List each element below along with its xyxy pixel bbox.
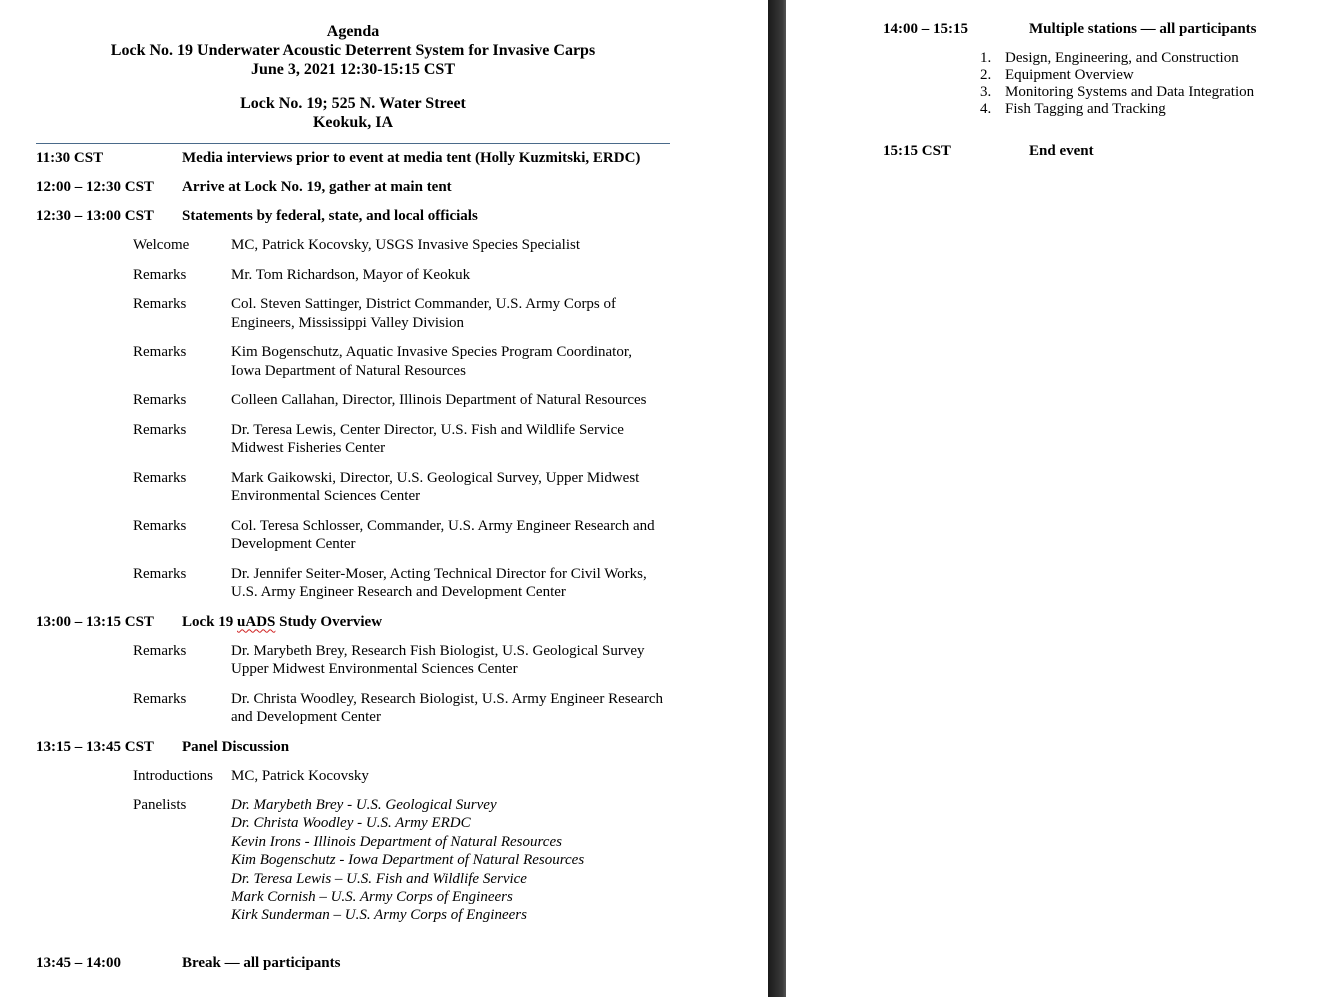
description-line: Development Center: [231, 536, 356, 552]
agenda-item: [36, 236, 686, 266]
description-line: Colleen Callahan, Director, Illinois Department of Natural Resources: [231, 392, 647, 408]
session-time: 13:15 – 13:45 CST: [36, 738, 154, 755]
description-line: Dr. Jennifer Seiter-Moser, Acting Technical Director for Civil Works,: [231, 565, 647, 582]
agenda-session: [883, 21, 1303, 41]
session-time: 13:45 – 14:00: [36, 955, 121, 971]
item-description: [231, 266, 671, 285]
agenda-session: [36, 954, 686, 983]
session-time: 11:30 CST: [36, 150, 104, 166]
item-description: [231, 295, 671, 332]
list-number: 4.: [980, 101, 992, 117]
agenda-item: [36, 469, 686, 517]
session-title: Break — all participants: [182, 955, 341, 971]
description-line: Dr. Marybeth Brey, Research Fish Biologist, U.S. Geological Survey: [231, 642, 645, 659]
event-address: Lock No. 19; 525 N. Water Street: [240, 95, 466, 112]
spellcheck-flagged-word[interactable]: uADS: [237, 613, 276, 630]
session-title: End event: [1029, 143, 1094, 159]
description-line: U.S. Army Engineer Research and Development Center: [231, 584, 566, 600]
agenda-session: [36, 738, 686, 767]
event-title: Lock No. 19 Underwater Acoustic Deterrent System for Invasive Carps: [110, 42, 596, 59]
agenda-item: [36, 343, 686, 391]
page-gutter: [768, 0, 786, 997]
description-line: Dr. Christa Woodley, Research Biologist, U.S. Army Engineer Research: [231, 690, 664, 707]
agenda-session: [36, 207, 686, 236]
item-role: Remarks: [133, 690, 187, 707]
description-line: Kim Bogenschutz, Aquatic Invasive Species Program Coordinator,: [231, 344, 632, 360]
item-role: Remarks: [133, 344, 187, 360]
item-description: [231, 642, 671, 679]
item-description: [231, 421, 671, 458]
item-role: Remarks: [133, 642, 187, 659]
agenda-item: [36, 517, 686, 565]
item-role: Remarks: [133, 392, 187, 408]
panelist: Kirk Sunderman – U.S. Army Corps of Engineers: [231, 907, 527, 924]
event-date: June 3, 2021 12:30-15:15 CST: [250, 61, 455, 78]
session-title: Arrive at Lock No. 19, gather at main tent: [182, 179, 452, 195]
session-title: Media interviews prior to event at media tent (Holly Kuzmitski, ERDC): [182, 150, 641, 166]
agenda-item: [36, 295, 686, 343]
station-label: Design, Engineering, and Construction: [1005, 50, 1239, 66]
item-description: [231, 469, 671, 506]
event-city: Keokuk, IA: [312, 114, 394, 131]
description-line: Mr. Tom Richardson, Mayor of Keokuk: [231, 266, 471, 283]
agenda-session: [36, 613, 686, 642]
description-line: Col. Steven Sattinger, District Commander, U.S. Army Corps of: [231, 296, 617, 312]
description-line: Environmental Sciences Center: [231, 488, 421, 504]
station-label: Monitoring Systems and Data Integration: [1005, 84, 1255, 100]
item-description: [231, 343, 671, 380]
agenda-item: [36, 266, 686, 296]
station-label: Fish Tagging and Tracking: [1005, 101, 1166, 117]
panelist: Kevin Irons - Illinois Department of Natural Resources: [231, 833, 562, 850]
description-line: Dr. Teresa Lewis, Center Director, U.S. Fish and Wildlife Service: [231, 421, 624, 438]
agenda-list: [36, 149, 686, 983]
panelist: Kim Bogenschutz - Iowa Department of Natural Resources: [231, 852, 585, 869]
item-description: [231, 690, 671, 727]
session-time: 12:30 – 13:00 CST: [36, 208, 154, 224]
item-role: Panelists: [133, 797, 187, 813]
panelist: Dr. Christa Woodley - U.S. Army ERDC: [231, 815, 471, 832]
item-role: Welcome: [133, 237, 190, 253]
agenda-session: [36, 149, 686, 178]
station-item: [883, 67, 1303, 84]
agenda-item: [36, 391, 686, 421]
description-line: MC, Patrick Kocovsky: [231, 767, 369, 784]
description-line: Midwest Fisheries Center: [231, 440, 386, 456]
list-number: 1.: [980, 50, 992, 66]
item-role: Remarks: [133, 517, 187, 534]
item-description: [231, 767, 671, 786]
agenda-session: [883, 143, 1303, 163]
panelists-item: [36, 796, 686, 954]
session-time: 14:00 – 15:15: [883, 21, 968, 37]
agenda-item: [36, 767, 686, 797]
agenda-title: Agenda: [326, 23, 380, 40]
station-label: Equipment Overview: [1005, 67, 1134, 83]
description-line: Upper Midwest Environmental Sciences Center: [231, 661, 518, 677]
agenda-list-continued: [883, 21, 1303, 163]
agenda-item: [36, 565, 686, 613]
session-title: Panel Discussion: [182, 738, 290, 755]
description-line: Engineers, Mississippi Valley Division: [231, 314, 465, 331]
item-role: Remarks: [133, 565, 187, 582]
session-title: [182, 613, 382, 632]
session-title: Multiple stations — all participants: [1029, 21, 1257, 37]
item-description: [231, 391, 671, 410]
panelist: Mark Cornish – U.S. Army Corps of Engineers: [231, 889, 513, 906]
description-line: MC, Patrick Kocovsky, USGS Invasive Species Specialist: [231, 237, 580, 253]
description-line: Mark Gaikowski, Director, U.S. Geological Survey, Upper Midwest: [231, 469, 640, 486]
session-time: 13:00 – 13:15 CST: [36, 613, 154, 630]
stations-list: [883, 50, 1303, 143]
session-time: 12:00 – 12:30 CST: [36, 179, 154, 195]
agenda-session: [36, 178, 686, 207]
list-number: 2.: [980, 67, 992, 83]
item-role: Remarks: [133, 266, 187, 283]
panelist: Dr. Marybeth Brey - U.S. Geological Survey: [231, 797, 497, 813]
station-item: [883, 101, 1303, 118]
agenda-item: [36, 642, 686, 690]
item-description: [231, 565, 671, 602]
session-title: Statements by federal, state, and local officials: [182, 208, 478, 224]
header-divider: [36, 143, 670, 144]
description-line: and Development Center: [231, 709, 381, 725]
item-description: [231, 517, 671, 554]
item-role: Remarks: [133, 469, 187, 486]
agenda-item: [36, 421, 686, 469]
item-role: Remarks: [133, 296, 187, 312]
list-number: 3.: [980, 84, 992, 100]
session-time: 15:15 CST: [883, 143, 951, 159]
title-part: Lock 19: [182, 613, 238, 630]
document-page-2: [786, 0, 1336, 997]
station-item: [883, 84, 1303, 101]
title-part: Study Overview: [275, 613, 383, 630]
item-role: Remarks: [133, 421, 187, 438]
description-line: Iowa Department of Natural Resources: [231, 362, 466, 379]
agenda-header: [36, 22, 670, 132]
panelist: Dr. Teresa Lewis – U.S. Fish and Wildlife Service: [231, 870, 527, 887]
panelist-list: [231, 796, 671, 925]
description-line: Col. Teresa Schlosser, Commander, U.S. Army Engineer Research and: [231, 517, 655, 534]
agenda-item: [36, 690, 686, 738]
item-role: Introductions: [133, 767, 213, 784]
station-item: [883, 50, 1303, 67]
item-description: [231, 236, 671, 255]
